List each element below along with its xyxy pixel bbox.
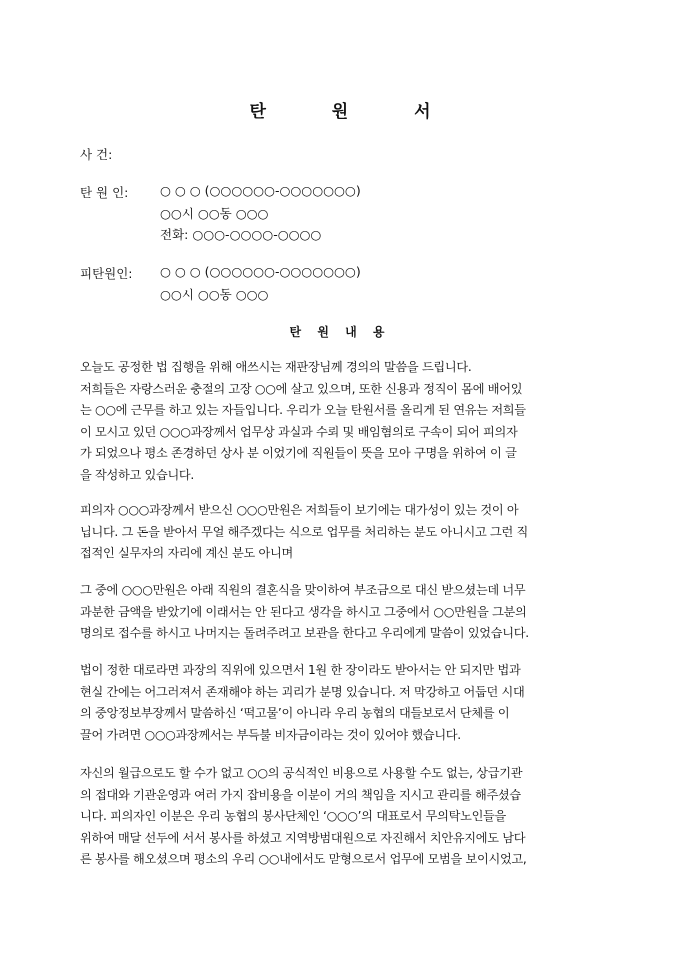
paragraph-3 (80, 580, 600, 645)
paragraph-line: 접적인 실무자의 자리에 계신 분도 아니며 (80, 546, 293, 561)
defendant-address: ○○시 ○○동 ○○○ (160, 287, 269, 302)
paragraph-line: 는 ○○에 근무를 하고 있는 자들입니다. 우리가 오늘 탄원서를 올리게 된 연유는 저희들 (80, 403, 526, 418)
paragraph-line: 법이 정한 대로라면 과장의 직위에 있으면서 1원 한 장이라도 받아서는 안 되지만 법과 (80, 663, 521, 677)
paragraph-2 (80, 500, 600, 565)
paragraph-line: 명의로 접수를 하시고 나머지는 돌려주려고 보관을 한다고 우리에게 말씀이 있었습니다. (80, 626, 529, 641)
paragraph-line: 자신의 월급으로도 할 수가 없고 ○○의 공식적인 비용으로 사용할 수도 없는, 상급기관 (80, 766, 523, 780)
document-title: 탄 원 서 (249, 102, 461, 122)
paragraph-line: 현실 간에는 어그러져서 존재해야 하는 괴리가 분명 있습니다. 저 막강하고 어둡던 시대 (80, 684, 525, 699)
paragraph-4 (80, 660, 600, 746)
paragraph-5 (80, 763, 600, 871)
petitioner-label: 탄 원 인: (80, 185, 129, 200)
paragraph-line: 피의자 ○○○과장께서 받으신 ○○○만원은 저희들이 보기에는 대가성이 있는 것이 아 (80, 503, 519, 517)
petitioner-name: ○ ○ ○ (○○○○○○-○○○○○○○) (160, 183, 361, 198)
paragraph-1 (80, 357, 600, 487)
petitioner-phone: 전화: ○○○-○○○○-○○○○ (160, 227, 322, 242)
paragraph-line: 끌어 가려면 ○○○과장께서는 부득불 비자금이라는 것이 있어야 했습니다. (80, 727, 461, 742)
paragraph-line: 의 중앙정보부장께서 말씀하신 ‘떡고물’이 아니라 우리 농협의 대들보로서 단체를 이 (80, 706, 510, 721)
paragraph-line: 오늘도 공정한 법 집행을 위해 애쓰시는 재판장님께 경의의 말씀을 드립니다. (80, 360, 472, 374)
paragraph-line: 닙니다. 그 돈을 받아서 무얼 해주겠다는 식으로 업무를 처리하는 분도 아니시고 그런 직 (80, 524, 529, 539)
paragraph-line: 저희들은 자랑스러운 충절의 고장 ○○에 살고 있으며, 또한 신용과 정직이 몸에 배어있 (80, 381, 523, 396)
paragraph-line: 이 모시고 있던 ○○○과장께서 업무상 과실과 수뢰 및 배임혐의로 구속이 되어 피의자 (80, 424, 518, 439)
petitioner-address: ○○시 ○○동 ○○○ (160, 206, 269, 221)
defendant-label: 피탄원인: (80, 266, 133, 281)
paragraph-line: 니다. 피의자인 이분은 우리 농협의 봉사단체인 ‘○○○’의 대표로서 무의탁노인들을 (80, 809, 506, 824)
section-title: 탄 원 내 용 (289, 325, 391, 339)
paragraph-line: 을 작성하고 있습니다. (80, 467, 194, 482)
paragraph-line: 과분한 금액을 받았기에 이래서는 안 된다고 생각을 하시고 그중에서 ○○만원을 그분의 (80, 604, 527, 619)
paragraph-line: 른 봉사를 해오셨으며 평소의 우리 ○○내에서도 맏형으로서 업무에 모범을 보이시었고, (80, 852, 527, 867)
paragraph-line: 가 되었으나 평소 존경하던 상사 분 이었기에 직원들이 뜻을 모아 구명을 위하여 이 글 (80, 446, 517, 461)
paragraph-line: 그 중에 ○○○만원은 아래 직원의 결혼식을 맞이하여 부조금으로 대신 받으셨는데 너무 (80, 583, 526, 597)
paragraph-line: 의 접대와 기관운영과 여러 가지 잡비용을 이분이 거의 책임을 지시고 관리를 해주셨습 (80, 787, 521, 802)
defendant-name: ○ ○ ○ (○○○○○○-○○○○○○○) (160, 264, 361, 279)
paragraph-line: 위하여 매달 선두에 서서 봉사를 하셨고 지역방범대원으로 자진해서 치안유지에도 남다 (80, 830, 526, 845)
case-label: 사 건: (80, 147, 113, 162)
